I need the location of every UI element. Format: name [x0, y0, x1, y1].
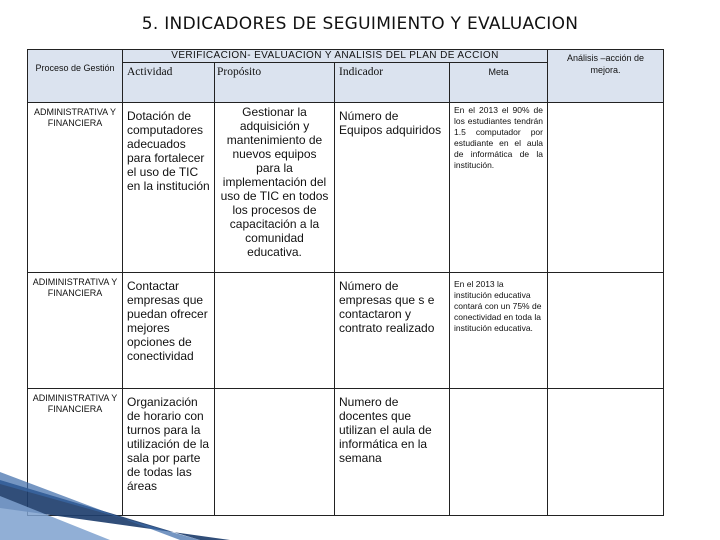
row-actividad: Contactar empresas que puedan ofrecer mejores opciones de conectividad — [123, 273, 215, 389]
row-analisis — [548, 389, 664, 516]
header-band: VERIFICACION- EVALUACION Y ANALISIS DEL PLAN DE ACCION — [123, 50, 548, 63]
row-meta — [450, 389, 548, 516]
header-proposito — [215, 63, 335, 103]
header-analisis: Análisis –acción de mejora. — [548, 50, 664, 103]
table-row — [28, 273, 664, 389]
row-meta: En el 2013 el 90% de los estudiantes tendrán 1.5 computador por estudiante en el aula de informática de la institución. — [450, 103, 548, 273]
slide-title: 5. INDICADORES DE SEGUIMIENTO Y EVALUACION — [141, 14, 579, 34]
row-indicador: Numero de docentes que utilizan el aula de informática en la semana — [335, 389, 450, 516]
row-proceso: ADIMINISTRATIVA Y FINANCIERA — [28, 273, 123, 389]
row-proceso: ADIMINISTRATIVA Y FINANCIERA — [28, 389, 123, 516]
row-proposito — [215, 389, 335, 516]
table-row — [28, 103, 664, 273]
row-actividad: Dotación de computadores adecuados para fortalecer el uso de TIC en la institución — [123, 103, 215, 273]
header-proposito-label: Propósito — [217, 66, 262, 78]
header-band-row — [28, 50, 664, 63]
row-proposito: Gestionar la adquisición y mantenimiento de nuevos equipos para la implementación del uso de TIC en todos los procesos de capacitación a la comunidad educativa. — [215, 103, 335, 273]
row-indicador: Número de Equipos adquiridos — [335, 103, 450, 273]
indicators-table — [27, 49, 664, 516]
slide-corner-decoration — [0, 450, 230, 540]
header-indicador: Indicador — [335, 63, 450, 103]
header-proceso: Proceso de Gestión — [28, 50, 123, 103]
row-analisis — [548, 273, 664, 389]
row-indicador: Número de empresas que s e contactaron y contrato realizado — [335, 273, 450, 389]
row-proposito — [215, 273, 335, 389]
row-actividad: Organización de horario con turnos para la utilización de la sala por parte de todas las áreas — [123, 389, 215, 516]
header-actividad: Actividad — [123, 63, 215, 103]
header-meta: Meta — [450, 63, 548, 103]
row-proceso: ADMINISTRATIVA Y FINANCIERA — [28, 103, 123, 273]
row-analisis — [548, 103, 664, 273]
row-meta: En el 2013 la institución educativa contará con un 75% de conectividad en toda la institución educativa. — [450, 273, 548, 389]
